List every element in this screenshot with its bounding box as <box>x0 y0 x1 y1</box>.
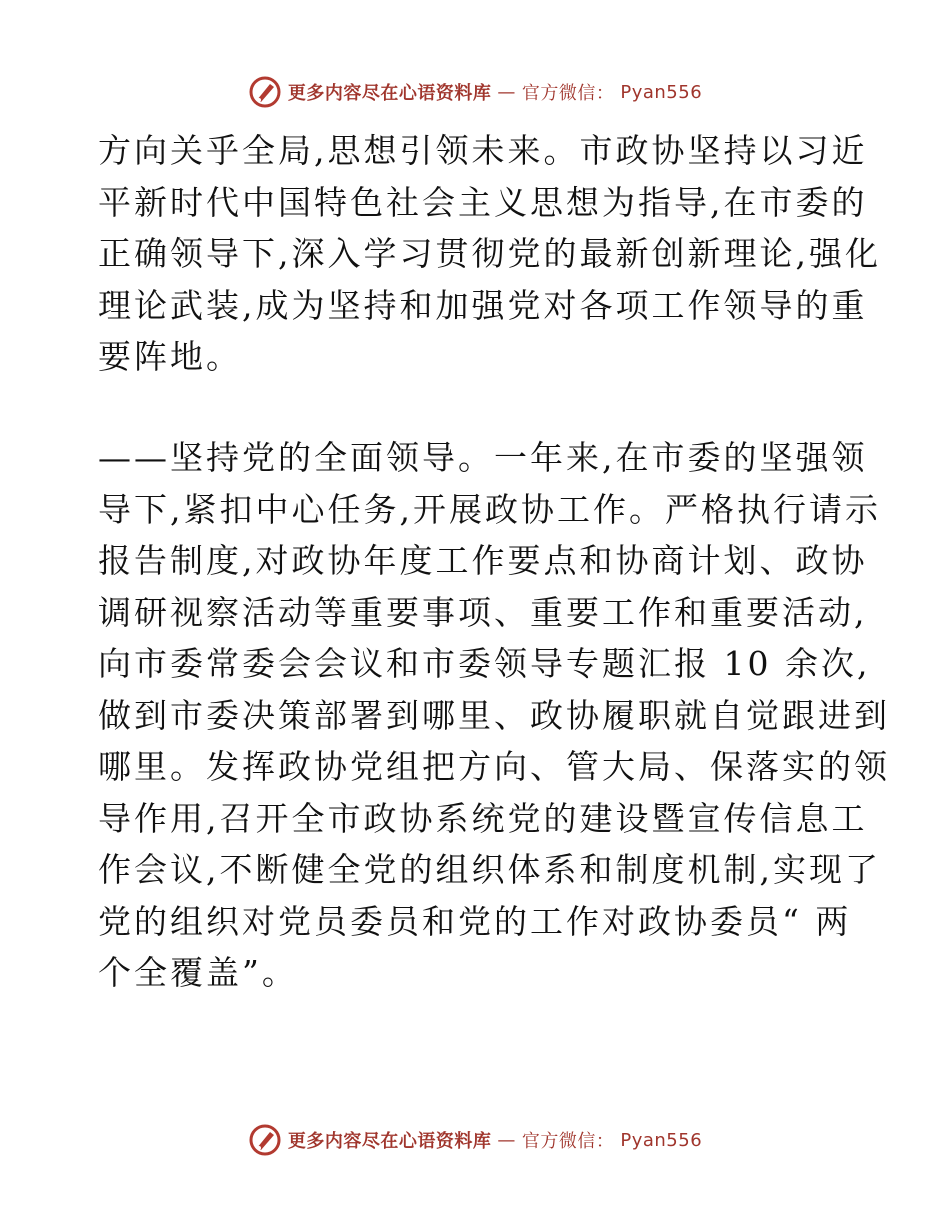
banner-title: 更多内容尽在心语资料库 <box>287 1131 492 1152</box>
text-line: 正确领导下,深入学习贯彻党的最新创新理论,强化 <box>98 234 881 273</box>
text-line: 平新时代中国特色社会主义思想为指导,在市委的 <box>98 182 868 222</box>
text-line: 方向关乎全局,思想引领未来。市政协坚持以习近 <box>98 131 868 170</box>
text-line: 做到市委决策部署到哪里、政协履职就自觉跟进到 <box>98 695 890 735</box>
banner-wechat-handle: Pyan556 <box>620 1129 703 1151</box>
banner-title: 更多内容尽在心语资料库 <box>287 83 492 104</box>
text-line: 党的组织对党员委员和党的工作对政协委员“ 两 <box>98 901 852 941</box>
text-line: 导下,紧扣中心任务,开展政协工作。严格执行请示 <box>98 489 881 529</box>
pen-circle-logo-icon <box>248 75 282 109</box>
text-line: 要阵地。 <box>98 337 242 376</box>
text-line: 报告制度,对政协年度工作要点和协商计划、政协 <box>98 541 868 580</box>
text-line: ——坚持党的全面领导。一年来,在市委的坚强领 <box>98 438 868 477</box>
banner-wechat-handle: Pyan556 <box>620 81 703 103</box>
body-paragraph-1 <box>98 125 881 383</box>
text-line: 个全覆盖”。 <box>98 953 298 992</box>
text-line: 作会议,不断健全党的组织体系和制度机制,实现了 <box>98 850 881 889</box>
text-line: 导作用,召开全市政协系统党的建设暨宣传信息工 <box>98 798 868 838</box>
banner-wechat-label: 官方微信： <box>521 83 615 104</box>
pen-circle-logo-icon <box>248 1123 282 1157</box>
footer-banner <box>0 1120 950 1160</box>
banner-dash: — <box>497 1129 516 1151</box>
text-line: 调研视察活动等重要事项、重要工作和重要活动, <box>98 592 868 632</box>
text-line: 哪里。发挥政协党组把方向、管大局、保落实的领 <box>98 747 890 786</box>
header-banner <box>0 72 950 112</box>
banner-dash: — <box>497 81 516 103</box>
text-line: 向市委常委会会议和市委领导专题汇报 10 余次, <box>98 644 871 683</box>
body-paragraph-2 <box>98 432 890 999</box>
text-line: 理论武装,成为坚持和加强党对各项工作领导的重 <box>98 285 868 325</box>
banner-wechat-label: 官方微信： <box>521 1131 615 1152</box>
